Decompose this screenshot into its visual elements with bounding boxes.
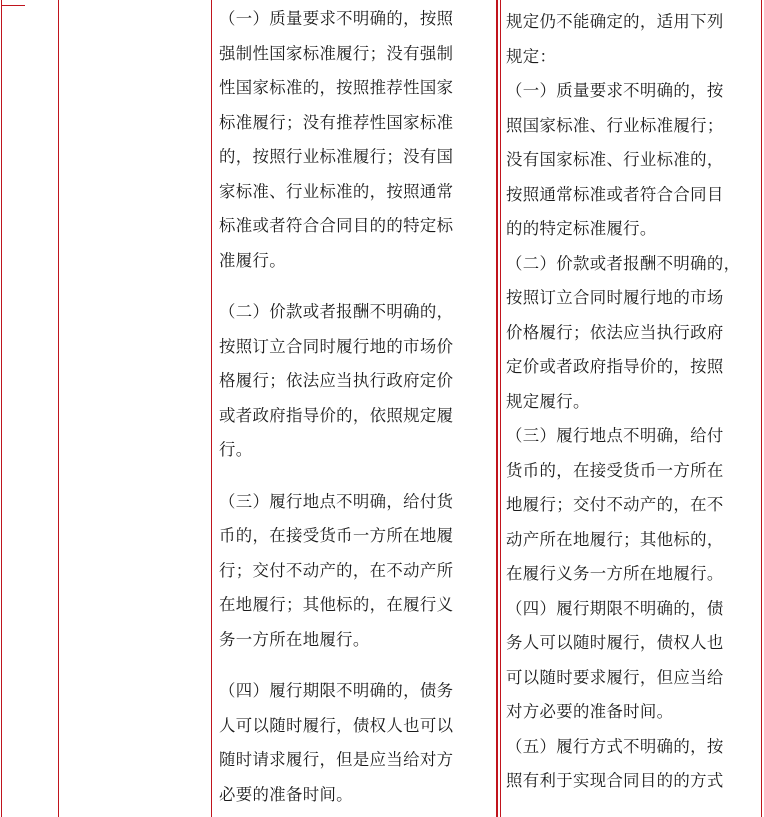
- text-line: 地履行；交付不动产的，在不: [506, 495, 724, 514]
- text-line: 货币的，在接受货币一方所在: [506, 460, 724, 480]
- text-line: 家标准、行业标准的，按照通常: [219, 181, 454, 201]
- text-line: 标准或者符合合同目的的特定标: [219, 216, 454, 235]
- text-line: 人可以随时履行，债权人也可以: [219, 715, 454, 735]
- text-line: （三）履行地点不明确，给付: [506, 426, 724, 445]
- text-line: 在履行义务一方所在地履行。: [506, 564, 724, 583]
- header-cell-stub: [2, 0, 25, 6]
- text-line: （五）履行方式不明确的，按: [506, 736, 724, 756]
- text-line: 对方必要的准备时间。: [506, 702, 674, 721]
- text-line: （三）履行地点不明确，给付货: [219, 491, 454, 511]
- text-line: 行。: [219, 440, 253, 459]
- text-line: 务人可以随时履行，债权人也: [506, 633, 724, 652]
- text-line: 按照通常标准或者符合合同目: [506, 184, 724, 204]
- column-divider-1: [58, 0, 59, 817]
- text-line: 按照订立合同时履行地的市场: [506, 288, 724, 307]
- contract-law-text-cell: [506, 5, 758, 799]
- column-divider-4: [500, 0, 501, 817]
- column-divider-2: [211, 0, 212, 817]
- text-line: 强制性国家标准履行；没有强制: [219, 43, 454, 63]
- text-line: （二）价款或者报酬不明确的，: [506, 253, 741, 273]
- text-line: 的的特定标准履行。: [506, 219, 657, 238]
- text-line: 准履行。: [219, 250, 286, 270]
- text-line: 规定履行。: [506, 391, 590, 411]
- text-line: 按照订立合同时履行地的市场价: [219, 336, 454, 356]
- paragraph-price: [219, 295, 491, 468]
- text-line: 格履行；依法应当执行政府定价: [219, 371, 454, 390]
- table-border-right: [761, 0, 762, 817]
- table-border-left: [1, 0, 2, 817]
- civil-code-text-cell: [219, 2, 491, 812]
- paragraph-place: [219, 485, 491, 658]
- text-line: （四）履行期限不明确的，债务: [219, 681, 454, 700]
- column-divider-3: [496, 0, 498, 817]
- text-line: 或者政府指导价的，依照规定履: [219, 405, 454, 425]
- text-line: 价格履行；依法应当执行政府: [506, 322, 724, 342]
- text-line: 规定：: [506, 46, 557, 66]
- text-line: （四）履行期限不明确的，债: [506, 598, 724, 618]
- text-line: （一）质量要求不明确的，按照: [219, 9, 454, 28]
- text-line: 标准履行；没有推荐性国家标准: [219, 112, 454, 132]
- text-line: 随时请求履行，但是应当给对方: [219, 750, 454, 769]
- text-line: 币的，在接受货币一方所在地履: [219, 526, 454, 545]
- text-line: 务一方所在地履行。: [219, 629, 370, 649]
- text-line: 没有国家标准、行业标准的，: [506, 150, 724, 169]
- text-line: 定价或者政府指导价的，按照: [506, 357, 724, 376]
- text-line: 在地履行；其他标的，在履行义: [219, 595, 454, 614]
- text-line: 动产所在地履行；其他标的，: [506, 529, 724, 549]
- text-line: 必要的准备时间。: [219, 784, 353, 804]
- text-line: （二）价款或者报酬不明确的，: [219, 302, 454, 321]
- paragraph-time: [219, 674, 491, 812]
- text-line: 行；交付不动产的，在不动产所: [219, 560, 454, 580]
- text-line: 的，按照行业标准履行；没有国: [219, 147, 454, 166]
- text-line: （一）质量要求不明确的，按: [506, 81, 724, 100]
- text-line: 规定仍不能确定的，适用下列: [506, 12, 724, 31]
- text-line: 性国家标准的，按照推荐性国家: [219, 78, 454, 97]
- text-line: 可以随时要求履行，但应当给: [506, 667, 724, 687]
- paragraph-quality: [219, 2, 491, 278]
- text-line: 照有利于实现合同目的的方式: [506, 771, 724, 790]
- text-line: 照国家标准、行业标准履行；: [506, 115, 724, 135]
